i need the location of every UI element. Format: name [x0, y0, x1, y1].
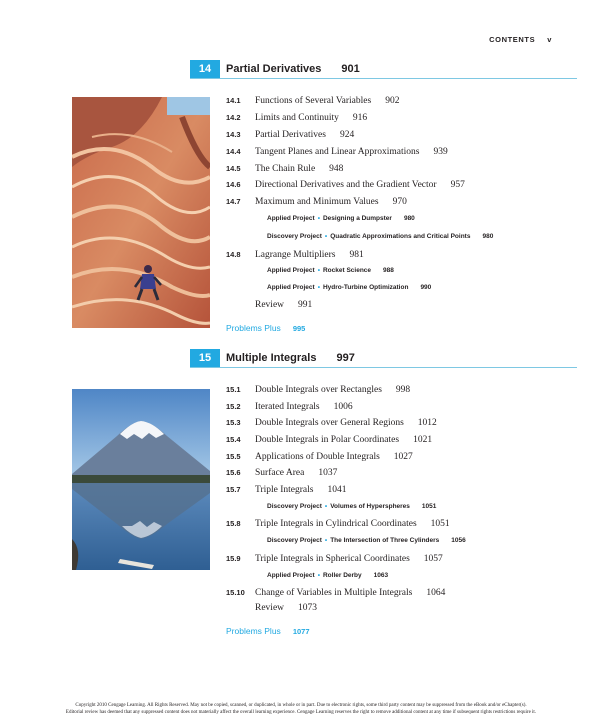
section-title: Double Integrals in Polar Coordinates: [255, 435, 400, 445]
section-title: Surface Area: [255, 468, 305, 478]
section-title: Tangent Planes and Linear Approximations: [255, 147, 420, 157]
bullet-icon: •: [324, 537, 328, 544]
section-page: 902: [385, 96, 400, 106]
project-type: Applied Project: [267, 284, 315, 291]
section-page: 970: [392, 197, 407, 207]
running-head-page: v: [547, 35, 552, 44]
project-title: Hydro-Turbine Optimization: [322, 284, 409, 291]
section-page: 1021: [413, 435, 433, 445]
section-title: Double Integrals over Rectangles: [255, 385, 382, 395]
mount-fuji-photo: [72, 389, 210, 570]
section-title: Triple Integrals: [255, 485, 314, 495]
section-number: 15.5: [226, 452, 241, 461]
toc-entry[interactable]: [226, 95, 399, 107]
toc-entry[interactable]: [226, 434, 432, 446]
running-head: [489, 35, 552, 44]
bullet-icon: •: [324, 503, 328, 510]
project-entry[interactable]: [267, 266, 394, 276]
bullet-icon: •: [317, 572, 320, 579]
project-title: Quadratic Approximations and Critical Points: [330, 233, 471, 240]
section-title: Functions of Several Variables: [255, 96, 372, 106]
toc-entry[interactable]: [226, 146, 448, 158]
review-label: Review: [255, 300, 285, 310]
section-number: 14.4: [226, 147, 241, 156]
project-title: Designing a Dumpster: [322, 215, 392, 222]
section-page: 957: [450, 180, 465, 190]
bullet-icon: •: [324, 233, 328, 240]
section-title: Change of Variables in Multiple Integrals: [255, 588, 413, 598]
project-page: 1051: [421, 503, 437, 510]
section-number: 14.5: [226, 164, 241, 173]
section-title: Maximum and Minimum Values: [255, 197, 379, 207]
copyright-line: Editorial review has deemed that any suppressed content does not materially affect the overall learning experience. Cengage Learning reserves the right to remove additional content at any time if subsequent rights restrictions require it.: [65, 710, 537, 715]
toc-entry[interactable]: [226, 196, 407, 208]
section-title: Triple Integrals in Cylindrical Coordinates: [255, 519, 417, 529]
review-entry[interactable]: [255, 300, 312, 310]
chapter-title: Partial Derivatives: [226, 63, 322, 75]
project-title: Volumes of Hyperspheres: [330, 503, 410, 510]
project-page: 988: [383, 267, 394, 274]
toc-entry[interactable]: [226, 129, 354, 141]
problems-plus-label: Problems Plus: [226, 626, 281, 636]
section-page: 1057: [423, 554, 443, 564]
section-number: 15.4: [226, 435, 241, 444]
toc-entry[interactable]: [226, 163, 343, 175]
section-number: 15.10: [226, 588, 245, 597]
problems-plus-link[interactable]: [226, 323, 305, 333]
section-title: The Chain Rule: [255, 164, 316, 174]
project-title: The Intersection of Three Cylinders: [330, 537, 440, 544]
toc-entry[interactable]: [226, 467, 337, 479]
section-number: 14.2: [226, 113, 241, 122]
section-page: 1027: [393, 452, 413, 462]
section-title: Triple Integrals in Spherical Coordinates: [255, 554, 410, 564]
project-type: Applied Project: [267, 267, 315, 274]
chapter-15-contents: [226, 384, 586, 644]
toc-entry[interactable]: [226, 587, 445, 599]
section-number: 15.2: [226, 402, 241, 411]
section-title: Lagrange Multipliers: [255, 250, 336, 260]
section-page: 1037: [318, 468, 338, 478]
section-number: 14.3: [226, 130, 241, 139]
section-number: 15.8: [226, 519, 241, 528]
chapter-14-heading[interactable]: [190, 60, 577, 79]
section-number: 14.8: [226, 250, 241, 259]
project-type: Applied Project: [267, 215, 315, 222]
bullet-icon: •: [317, 284, 320, 291]
toc-entry[interactable]: [226, 553, 443, 565]
review-label: Review: [255, 603, 285, 613]
copyright-line: Copyright 2010 Cengage Learning. All Rights Reserved. May not be copied, scanned, or duplicated, in whole or in part. Due to electronic rights, some third party content may be suppressed from the eBook and/or eChapter(s).: [75, 703, 527, 708]
section-number: 15.9: [226, 554, 241, 563]
copyright-notice: [0, 702, 602, 716]
review-page: 991: [298, 300, 313, 310]
section-page: 924: [339, 130, 355, 140]
project-entry[interactable]: [267, 283, 431, 293]
project-type: Discovery Project: [267, 503, 322, 510]
review-page: 1073: [298, 603, 318, 613]
running-head-label: CONTENTS: [489, 35, 536, 44]
project-page: 1056: [451, 537, 466, 544]
chapter-number: 14: [190, 60, 220, 78]
project-title: Rocket Science: [322, 267, 372, 274]
section-number: 14.1: [226, 96, 241, 105]
project-entry[interactable]: [267, 214, 415, 224]
project-entry[interactable]: [267, 232, 493, 242]
section-page: 939: [433, 147, 448, 157]
chapter-number: 15: [190, 349, 220, 367]
problems-plus-link[interactable]: [226, 626, 310, 636]
project-type: Discovery Project: [267, 537, 322, 544]
section-title: Applications of Double Integrals: [255, 452, 380, 462]
section-page: 1006: [333, 402, 353, 412]
problems-plus-page: 995: [292, 324, 306, 333]
toc-entry[interactable]: [226, 518, 450, 530]
toc-entry[interactable]: [226, 249, 364, 261]
project-entry[interactable]: [267, 536, 466, 546]
project-page: 1063: [373, 572, 389, 579]
section-number: 14.6: [226, 180, 241, 189]
chapter-page: 901: [341, 63, 360, 75]
section-page: 1064: [426, 588, 446, 598]
project-entry[interactable]: [267, 571, 388, 581]
bullet-icon: •: [317, 215, 320, 222]
toc-entry[interactable]: [226, 179, 465, 191]
toc-entry[interactable]: [226, 112, 367, 124]
chapter-14-contents: [226, 95, 586, 345]
toc-entry[interactable]: [226, 384, 410, 396]
section-page: 1041: [327, 485, 347, 495]
section-page: 1012: [417, 418, 437, 428]
section-title: Limits and Continuity: [255, 113, 339, 123]
project-page: 980: [482, 233, 494, 240]
toc-entry[interactable]: [226, 417, 437, 429]
bullet-icon: •: [317, 267, 320, 274]
chapter-title: Multiple Integrals: [226, 352, 317, 364]
section-title: Directional Derivatives and the Gradient Vector: [255, 180, 437, 190]
review-entry[interactable]: [255, 603, 317, 613]
project-page: 990: [420, 284, 432, 291]
project-type: Applied Project: [267, 572, 315, 579]
section-title: Iterated Integrals: [255, 402, 320, 412]
chapter-page: 997: [336, 352, 355, 364]
section-title: Double Integrals over General Regions: [255, 418, 404, 428]
section-page: 948: [329, 164, 344, 174]
section-number: 14.7: [226, 197, 241, 206]
section-page: 916: [352, 113, 368, 123]
section-number: 15.6: [226, 468, 241, 477]
project-type: Discovery Project: [267, 233, 322, 240]
section-number: 15.7: [226, 485, 241, 494]
canyon-climber-photo: [72, 97, 210, 328]
toc-entry[interactable]: [226, 401, 353, 413]
project-page: 980: [403, 215, 415, 222]
section-number: 15.1: [226, 385, 241, 394]
section-number: 15.3: [226, 418, 241, 427]
toc-entry[interactable]: [226, 484, 347, 496]
problems-plus-page: 1077: [292, 627, 310, 636]
chapter-15-heading[interactable]: [190, 349, 577, 368]
project-entry[interactable]: [267, 502, 436, 512]
section-page: 998: [395, 385, 411, 395]
section-title: Partial Derivatives: [255, 130, 326, 140]
section-page: 1051: [430, 519, 450, 529]
problems-plus-label: Problems Plus: [226, 323, 281, 333]
project-title: Roller Derby: [322, 572, 362, 579]
section-page: 981: [349, 250, 364, 260]
toc-entry[interactable]: [226, 451, 413, 463]
